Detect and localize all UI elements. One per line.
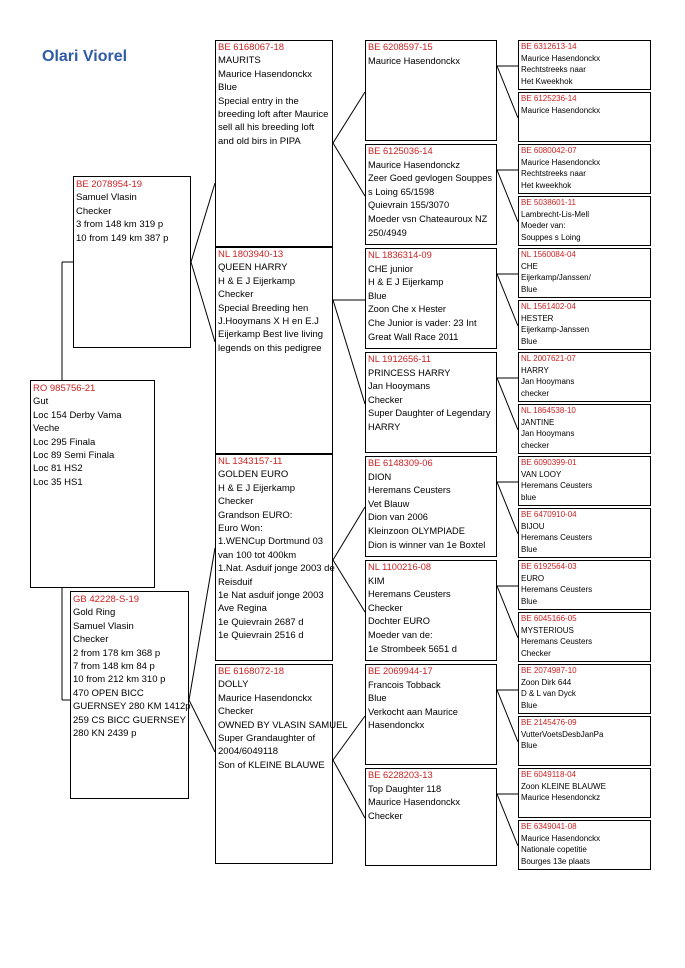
ring-number: BE 6080042-07 bbox=[521, 146, 577, 155]
info-line: Super Daughter of Legendary bbox=[368, 408, 491, 419]
info-line: Checker bbox=[368, 602, 403, 613]
info-line: Maurice Hesendonckz bbox=[521, 793, 601, 802]
info-line: checker bbox=[521, 388, 550, 398]
ring-number: GB 42228-S-19 bbox=[73, 594, 140, 605]
ancestor-card bbox=[518, 768, 651, 818]
info-line: Dion is winner van 1e Boxtel bbox=[368, 539, 486, 550]
connector bbox=[333, 300, 365, 404]
ring-number: BE 6125036-14 bbox=[368, 146, 433, 156]
connector bbox=[191, 183, 215, 262]
ring-number: BE 6208597-15 bbox=[368, 42, 433, 52]
info-line: Moeder van de: bbox=[368, 629, 433, 640]
info-line: Euro Won: bbox=[218, 523, 263, 535]
info-line: Blue bbox=[521, 596, 538, 606]
connector bbox=[497, 274, 518, 326]
info-line: Maurice Hasendonckx bbox=[368, 55, 460, 66]
info-line: Checker bbox=[218, 706, 254, 718]
info-line: 1.WENCup Dortmund 03 bbox=[218, 536, 324, 548]
ring-number: BE 6168067-18 bbox=[218, 42, 285, 53]
ring-number: BE 6168072-18 bbox=[218, 666, 285, 677]
info-line: 470 OPEN BICC bbox=[73, 687, 144, 699]
ancestor-card bbox=[518, 820, 651, 870]
info-line: Zoon Che x Hester bbox=[368, 304, 447, 315]
info-line: Rechtstreeks naar bbox=[521, 169, 586, 178]
ancestor-card bbox=[518, 300, 651, 350]
info-line: CHE bbox=[521, 261, 538, 271]
info-line: HARRY bbox=[521, 365, 549, 375]
info-line: 10 from 212 km 310 p bbox=[73, 674, 166, 686]
ring-number: BE 6045166-05 bbox=[521, 614, 577, 623]
info-line: Special entry in the bbox=[218, 95, 299, 107]
ring-number: BE 5038601-11 bbox=[521, 198, 577, 207]
great-grandparent-card bbox=[365, 248, 497, 349]
ring-number: BE 2074987-10 bbox=[521, 666, 577, 675]
grandparent-card bbox=[215, 40, 333, 247]
info-line: Maurice Hasendonckx bbox=[521, 105, 601, 115]
connector bbox=[333, 760, 365, 818]
info-line: Heremans Ceusters bbox=[521, 481, 593, 490]
info-line: Gold Ring bbox=[73, 607, 116, 619]
ring-number: BE 2078954-19 bbox=[76, 179, 143, 190]
ring-number: BE 6349041-08 bbox=[521, 822, 577, 831]
info-line: Gut bbox=[33, 396, 49, 408]
owner-title: Olari Viorel bbox=[42, 48, 128, 65]
connector bbox=[333, 507, 365, 560]
info-line: Blue bbox=[368, 693, 387, 704]
info-line: Vet Blauw bbox=[368, 498, 410, 509]
ring-number: BE 6228203-13 bbox=[368, 770, 433, 780]
info-line: Lambrecht-Lis-Mell bbox=[521, 209, 590, 219]
info-line: Rechtstreeks naar bbox=[521, 65, 586, 74]
info-line: Super Grandaughter of bbox=[218, 733, 316, 745]
ring-number: NL 1561402-04 bbox=[521, 302, 576, 311]
ring-number: NL 1803940-13 bbox=[218, 249, 284, 260]
info-line: DION bbox=[368, 471, 392, 482]
info-line: Jan Hooymans bbox=[521, 429, 575, 438]
info-line: Loc 89 Semi Finala bbox=[33, 450, 115, 462]
info-line: Francois Tobback bbox=[368, 679, 441, 690]
info-line: J.Hooymans X H en E.J bbox=[218, 316, 319, 328]
info-line: Moeder van: bbox=[521, 221, 566, 230]
info-line: BIJOU bbox=[521, 521, 545, 531]
connector bbox=[497, 378, 518, 430]
info-line: H & E J Eijerkamp bbox=[218, 275, 296, 287]
connector bbox=[189, 548, 215, 700]
ring-number: NL 1100216-08 bbox=[368, 562, 432, 572]
grandparent-card bbox=[215, 664, 348, 864]
ancestor-card bbox=[518, 144, 651, 194]
info-line: Verkocht aan Maurice bbox=[368, 706, 458, 717]
ring-number: BE 6312613-14 bbox=[521, 42, 577, 51]
info-line: Jan Hooymans bbox=[368, 381, 431, 392]
info-line: Checker bbox=[521, 648, 551, 658]
ancestor-card bbox=[518, 716, 651, 766]
ring-number: NL 1343157-11 bbox=[218, 456, 283, 467]
info-line: OWNED BY VLASIN SAMUEL bbox=[218, 719, 348, 731]
info-line: Blue bbox=[521, 544, 538, 554]
ring-number: BE 6090399-01 bbox=[521, 458, 577, 467]
info-line: QUEEN HARRY bbox=[218, 262, 288, 274]
info-line: Maurice Hasendonckx bbox=[368, 797, 460, 808]
ring-number: NL 1864538-10 bbox=[521, 406, 576, 415]
info-line: CHE junior bbox=[368, 263, 413, 274]
ancestor-card bbox=[518, 40, 651, 90]
info-line: PRINCESS HARRY bbox=[368, 367, 451, 378]
ring-number: NL 1912656-11 bbox=[368, 354, 432, 364]
ring-number: BE 6049118-04 bbox=[521, 770, 577, 779]
info-line: Heremans Ceusters bbox=[521, 637, 593, 646]
info-line: Kleinzoon OLYMPIADE bbox=[368, 525, 465, 536]
info-line: Het kweekhok bbox=[521, 180, 572, 190]
info-line: 2004/6049118 bbox=[218, 746, 279, 758]
great-grandparent-card bbox=[365, 560, 497, 661]
info-line: Loc 81 HS2 bbox=[33, 463, 83, 475]
info-line: Checker bbox=[218, 289, 254, 301]
info-line: Maurice Hasendonckz bbox=[368, 159, 460, 170]
info-line: Souppes s Loing bbox=[521, 232, 581, 242]
info-line: Heremans Ceusters bbox=[368, 485, 451, 496]
info-line: 259 CS BICC GUERNSEY bbox=[73, 714, 186, 726]
ancestor-card bbox=[518, 196, 651, 246]
info-line: Eijerkamp/Janssen/ bbox=[521, 273, 591, 282]
info-line: blue bbox=[521, 492, 537, 502]
info-line: Maurice Hasendonckx bbox=[521, 53, 601, 63]
ancestor-card bbox=[518, 612, 651, 662]
info-line: Maurice Hasendonckx bbox=[218, 68, 312, 80]
info-line: Moeder vsn Chateauroux NZ bbox=[368, 213, 488, 224]
info-line: 1e Quievrain 2516 d bbox=[218, 630, 304, 642]
info-line: Heremans Ceusters bbox=[521, 585, 593, 594]
info-line: VutterVoetsDesbJanPa bbox=[521, 729, 604, 739]
ring-number: RO 985756-21 bbox=[33, 383, 96, 394]
info-line: 1.Nat. Asduif jonge 2003 de bbox=[218, 563, 335, 575]
info-line: Samuel Vlasin bbox=[73, 620, 134, 632]
info-line: MYSTERIOUS bbox=[521, 625, 574, 635]
ancestor-card bbox=[518, 248, 651, 298]
info-line: Maurice Hasendonckx bbox=[521, 157, 601, 167]
ring-number: BE 6470910-04 bbox=[521, 510, 577, 519]
ring-number: NL 1560084-04 bbox=[521, 250, 576, 259]
info-line: Loc 35 HS1 bbox=[33, 476, 83, 488]
great-grandparent-card bbox=[365, 768, 497, 866]
info-line: Zoon KLEINE BLAUWE bbox=[521, 781, 606, 791]
info-line: 250/4949 bbox=[368, 227, 407, 238]
info-line: 1e Nat asduif jonge 2003 bbox=[218, 590, 324, 602]
info-line: Jan Hooymans bbox=[521, 377, 575, 386]
info-line: Het Kweekhok bbox=[521, 76, 573, 86]
great-grandparent-card bbox=[365, 664, 497, 765]
info-line: Dion van 2006 bbox=[368, 512, 428, 523]
info-line: Blue bbox=[521, 700, 538, 710]
info-line: s Loing 65/1598 bbox=[368, 186, 435, 197]
info-line: van 100 tot 400km bbox=[218, 549, 297, 561]
info-line: checker bbox=[521, 440, 550, 450]
info-line: Hasendonckx bbox=[368, 720, 425, 731]
grandparent-card bbox=[215, 454, 333, 661]
ring-number: NL 2007621-07 bbox=[521, 354, 576, 363]
info-line: Bourges 13e plaats bbox=[521, 856, 590, 866]
ring-number: BE 6192564-03 bbox=[521, 562, 577, 571]
info-line: Heremans Ceusters bbox=[521, 533, 593, 542]
info-line: Great Wall Race 2011 bbox=[368, 331, 459, 342]
info-line: 1e Strombeek 5651 d bbox=[368, 643, 457, 654]
info-line: Blue bbox=[368, 290, 387, 301]
grandparent-card bbox=[215, 247, 333, 454]
info-line: Maurice Hasendonckx bbox=[218, 692, 312, 704]
info-line: Loc 154 Derby Vama bbox=[33, 409, 122, 421]
info-line: VAN LOOY bbox=[521, 469, 562, 479]
info-line: Son of KLEINE BLAUWE bbox=[218, 759, 325, 771]
ring-number: BE 2069944-17 bbox=[368, 666, 433, 676]
ring-number: NL 1836314-09 bbox=[368, 250, 432, 260]
ancestor-card bbox=[518, 664, 651, 714]
info-line: EURO bbox=[521, 573, 545, 583]
info-line: and old birs in PIPA bbox=[218, 135, 301, 147]
info-line: 10 from 149 km 387 p bbox=[76, 232, 169, 244]
great-grandparent-card bbox=[365, 144, 497, 245]
ancestor-card bbox=[518, 92, 651, 142]
ring-number: BE 2145476-09 bbox=[521, 718, 577, 727]
ancestor-card bbox=[518, 560, 651, 610]
connector bbox=[497, 690, 518, 742]
info-line: Heremans Ceusters bbox=[368, 589, 451, 600]
info-line: Eijerkamp-Janssen bbox=[521, 325, 590, 334]
info-line: Checker bbox=[73, 634, 109, 646]
info-line: H & E J Eijerkamp bbox=[368, 277, 444, 288]
info-line: Veche bbox=[33, 423, 60, 435]
connector bbox=[497, 482, 518, 534]
info-line: Grandson EURO: bbox=[218, 509, 293, 521]
info-line: GOLDEN EURO bbox=[218, 469, 289, 481]
dam-card bbox=[70, 591, 189, 799]
info-line: Maurice Hasendonckx bbox=[521, 833, 601, 843]
ancestor-card bbox=[518, 508, 651, 558]
info-line: KIM bbox=[368, 575, 385, 586]
info-line: Dochter EURO bbox=[368, 616, 430, 627]
info-line: Che Junior is vader: 23 Int bbox=[368, 317, 477, 328]
ring-number: BE 6148309-06 bbox=[368, 458, 433, 468]
info-line: Ave Regina bbox=[218, 603, 267, 615]
info-line: 1e Quievrain 2687 d bbox=[218, 616, 304, 628]
connector bbox=[497, 170, 518, 222]
info-line: Samuel Vlasin bbox=[76, 192, 137, 204]
info-line: Zeer Goed gevlogen Souppes bbox=[368, 173, 493, 184]
info-line: Checker bbox=[218, 496, 254, 508]
info-line: Blue bbox=[521, 741, 538, 750]
connector bbox=[333, 560, 365, 612]
info-line: Loc 295 Finala bbox=[33, 436, 96, 448]
info-line: D & L van Dyck bbox=[521, 689, 576, 698]
great-grandparent-card bbox=[365, 456, 497, 557]
info-line: JANTINE bbox=[521, 417, 555, 427]
info-line: HARRY bbox=[368, 421, 401, 432]
great-grandparent-card bbox=[365, 40, 497, 141]
info-line: H & E J Eijerkamp bbox=[218, 482, 296, 494]
info-line: Blue bbox=[218, 82, 238, 94]
info-line: 7 from 148 km 84 p bbox=[73, 661, 155, 673]
connector bbox=[333, 143, 365, 196]
info-line: Checker bbox=[368, 394, 403, 405]
info-line: legends on this pedigree bbox=[218, 342, 322, 354]
connector bbox=[497, 586, 518, 638]
info-line: DOLLY bbox=[218, 679, 249, 691]
ancestor-card bbox=[518, 404, 651, 454]
info-line: HESTER bbox=[521, 313, 554, 323]
info-line: 2 from 178 km 368 p bbox=[73, 647, 161, 659]
connector bbox=[497, 66, 518, 118]
info-line: Blue bbox=[521, 284, 538, 294]
connector bbox=[333, 92, 365, 143]
subject-card bbox=[30, 380, 155, 588]
info-line: Special Breeding hen bbox=[218, 302, 309, 314]
info-line: MAURITS bbox=[218, 55, 261, 67]
info-line: 280 KN 2439 p bbox=[73, 728, 137, 740]
info-line: Eijerkamp Best live living bbox=[218, 329, 324, 341]
info-line: Checker bbox=[76, 205, 112, 217]
info-line: sell all his breeding loft bbox=[218, 122, 315, 134]
info-line: breeding loft after Maurice bbox=[218, 109, 329, 121]
ancestor-card bbox=[518, 456, 651, 506]
info-line: Checker bbox=[368, 810, 403, 821]
ancestor-card bbox=[518, 352, 651, 402]
connector bbox=[191, 262, 215, 342]
info-line: Blue bbox=[521, 336, 538, 346]
connector bbox=[189, 700, 215, 752]
info-line: Nationale copetitie bbox=[521, 845, 587, 854]
info-line: Zoon Dirk 644 bbox=[521, 677, 572, 687]
info-line: Top Daughter 118 bbox=[368, 783, 442, 794]
info-line: Quievrain 155/3070 bbox=[368, 200, 450, 211]
sire-card bbox=[73, 176, 191, 348]
great-grandparent-card bbox=[365, 352, 497, 453]
connector bbox=[497, 794, 518, 846]
info-line: 3 from 148 km 319 p bbox=[76, 219, 164, 231]
info-line: GUERNSEY 280 KM 1412p bbox=[73, 701, 191, 713]
info-line: Reisduif bbox=[218, 576, 253, 588]
ring-number: BE 6125236-14 bbox=[521, 94, 577, 103]
